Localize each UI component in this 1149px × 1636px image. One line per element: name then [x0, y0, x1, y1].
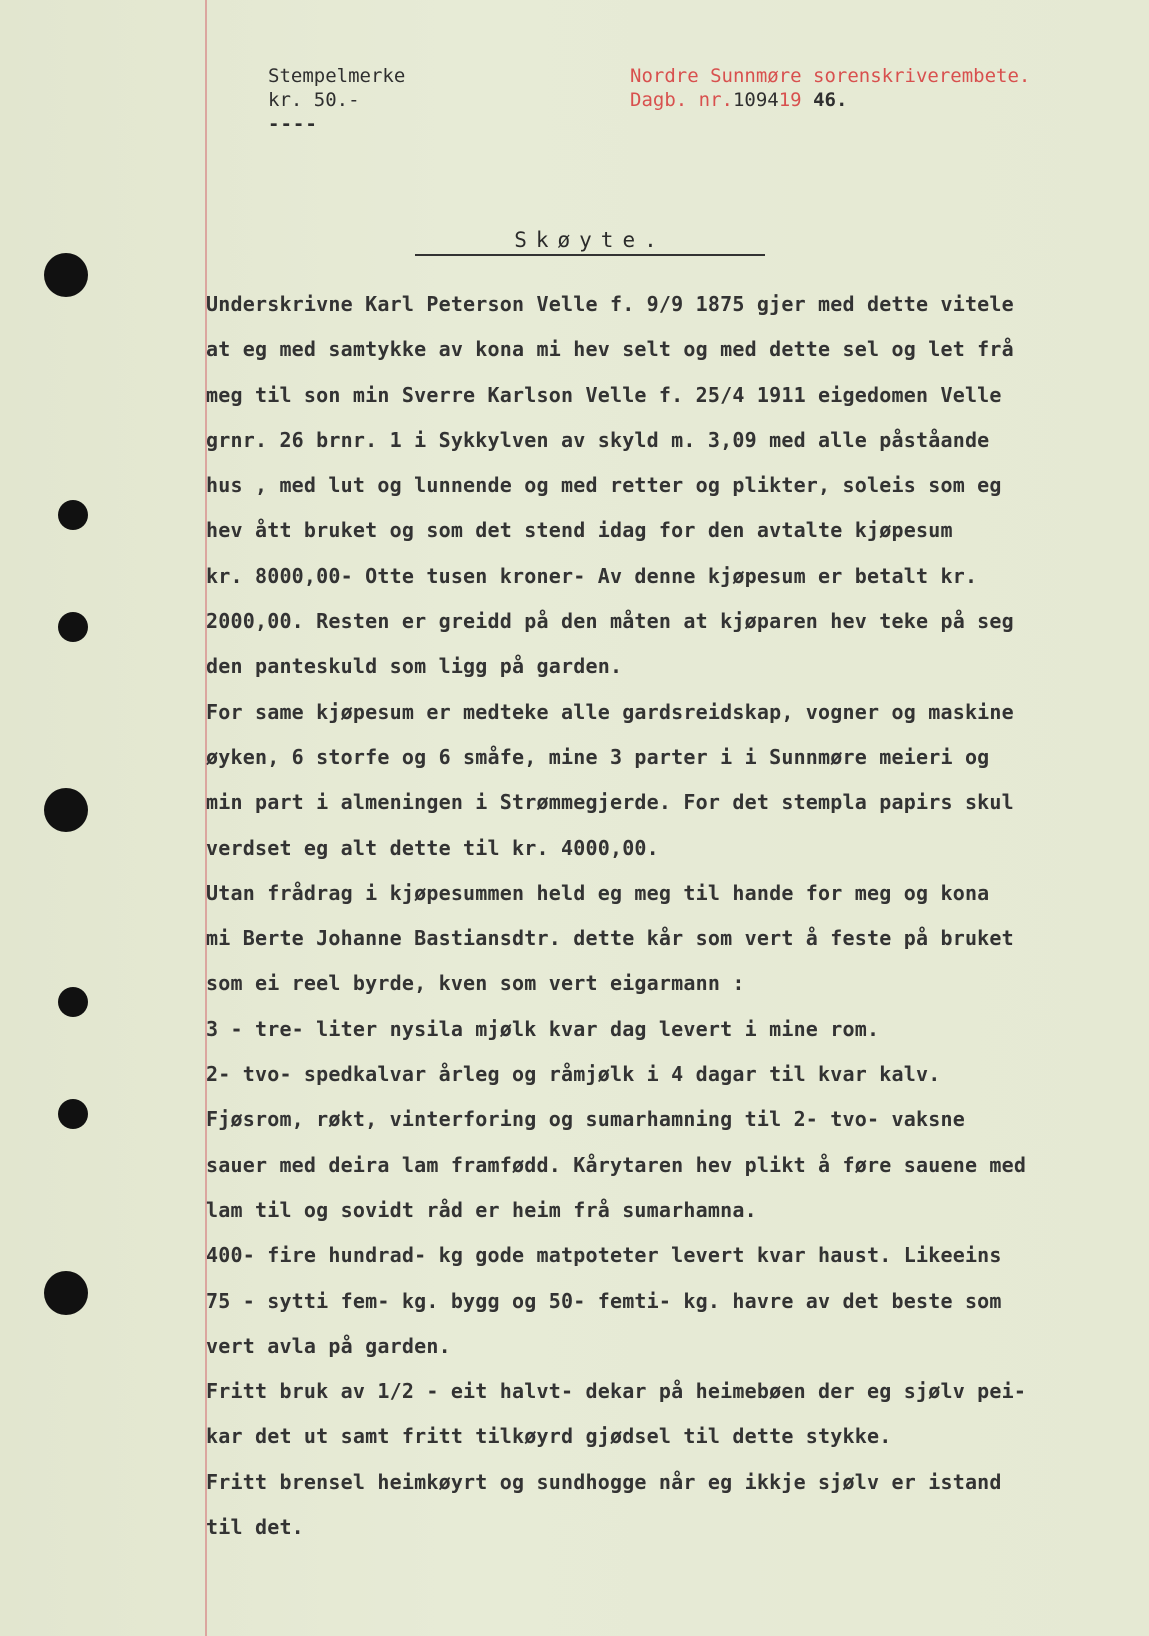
text-line: verdset eg alt dette til kr. 4000,00.: [206, 835, 659, 860]
text-line: Underskrivne Karl Peterson Velle f. 9/9 1875 gjer med dette vitele: [206, 292, 1014, 316]
text-line: hus , med lut og lunnende og med retter og plikter, soleis som eg: [206, 473, 1002, 498]
office-stamp: [630, 64, 1030, 112]
punch-hole-1: [44, 253, 88, 297]
text-line: Fjøsrom, røkt, vinterforing og sumarhamning til 2- tvo- vaksne: [206, 1107, 965, 1132]
punch-hole-3: [58, 612, 88, 642]
text-line: vert avla på garden.: [206, 1333, 451, 1358]
text-line: min part i almeningen i Strømmegjerde. For det stempla papirs skul: [206, 790, 1014, 815]
text-line: meg til son min Sverre Karlson Velle f. 25/4 1911 eigedomen Velle: [206, 382, 1002, 407]
text-line: lam til og sovidt råd er heim frå sumarhamna.: [206, 1197, 757, 1222]
journal-prefix: Dagb. nr.: [630, 89, 733, 111]
body-text: [206, 282, 1118, 1550]
text-line: kar det ut samt fritt tilkøyrd gjødsel til dette stykke.: [206, 1424, 892, 1449]
text-line: mi Berte Johanne Bastiansdtr. dette kår som vert å feste på bruket: [206, 926, 1014, 951]
office-name: Nordre Sunnmøre sorenskriverembete.: [630, 65, 1031, 87]
text-line: som ei reel byrde, kven som vert eigarmann :: [206, 971, 745, 996]
text-line: 2- tvo- spedkalvar årleg og råmjølk i 4 dagar til kvar kalv.: [206, 1062, 941, 1087]
punch-hole-6: [58, 1099, 88, 1129]
journal-number: 1094: [732, 89, 779, 111]
text-line: kr. 8000,00- Otte tusen kroner- Av denne kjøpesum er betalt kr.: [206, 563, 978, 588]
stamp-dashes: ----: [268, 113, 318, 135]
text-line: sauer med deira lam framfødd. Kårytaren hev plikt å føre sauene med: [206, 1152, 1027, 1177]
text-line: 3 - tre- liter nysila mjølk kvar dag levert i mine rom.: [206, 1016, 880, 1041]
stamp-amount: kr. 50.-: [268, 89, 360, 111]
text-line: hev ått bruket og som det stend idag for den avtalte kjøpesum: [206, 518, 953, 543]
text-line: 75 - sytti fem- kg. bygg og 50- femti- kg. havre av det beste som: [206, 1288, 1002, 1313]
punch-hole-4: [44, 788, 88, 832]
text-line: øyken, 6 storfe og 6 småfe, mine 3 parter i i Sunnmøre meieri og: [206, 744, 990, 769]
text-line: 400- fire hundrad- kg gode matpoteter levert kvar haust. Likeeins: [206, 1243, 1002, 1268]
punch-hole-5: [58, 987, 88, 1017]
text-line: grnr. 26 brnr. 1 i Sykkylven av skyld m. 3,09 med alle påståande: [206, 427, 990, 452]
punch-hole-7: [44, 1271, 88, 1315]
text-line: at eg med samtykke av kona mi hev selt og med dette sel og let frå: [206, 337, 1014, 362]
text-line: Utan frådrag i kjøpesummen held eg meg til hande for meg og kona: [206, 880, 990, 905]
text-line: Fritt brensel heimkøyrt og sundhogge når eg ikkje sjølv er istand: [206, 1469, 1002, 1494]
journal-year-prefix: 19: [778, 89, 802, 111]
text-line: den panteskuld som ligg på garden.: [206, 654, 623, 679]
journal-year: 46.: [813, 89, 848, 111]
stamp-block: [268, 64, 405, 136]
stamp-label: Stempelmerke: [268, 65, 406, 87]
text-line: til det.: [206, 1515, 304, 1540]
text-line: 2000,00. Resten er greidd på den måten at kjøparen hev teke på seg: [206, 609, 1014, 634]
text-line: Fritt bruk av 1/2 - eit halvt- dekar på heimebøen der eg sjølv pei-: [206, 1379, 1027, 1404]
document-title: Skøyte.: [415, 228, 765, 256]
punch-hole-2: [58, 500, 88, 530]
text-line: For same kjøpesum er medteke alle gardsreidskap, vogner og maskine: [206, 699, 1014, 724]
journal-line: [630, 88, 1030, 112]
